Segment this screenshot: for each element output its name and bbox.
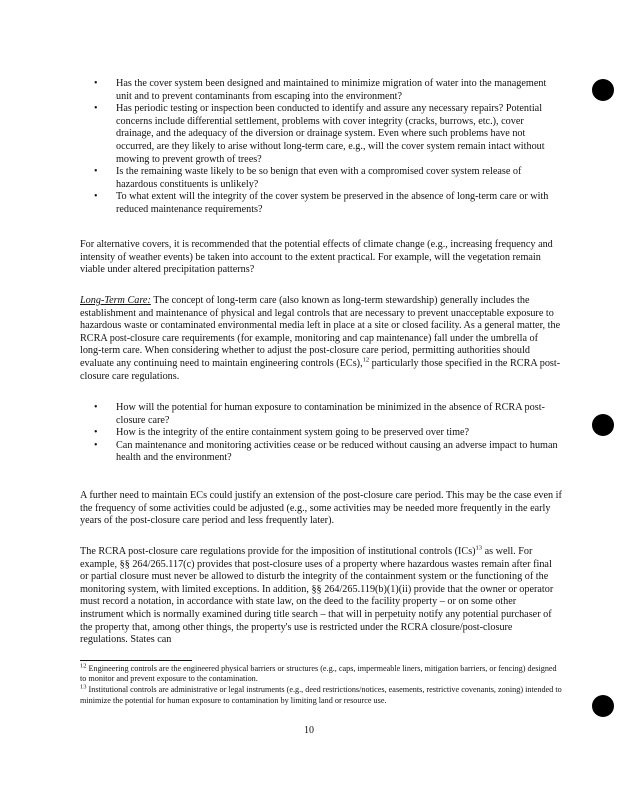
footnote xyxy=(80,685,565,705)
ics-start: The RCRA post-closure care regulations provide for the imposition of institutional controls (ICs) xyxy=(80,546,476,557)
footnote-text: Institutional controls are administrative or legal instruments (e.g., deed restrictions/notices, easements, restrictive covenants, zoning) intended to minimize the potential for human exposure to contamination by limiting land or resource use. xyxy=(80,685,562,705)
footnote-number: 12 xyxy=(80,662,87,670)
list-item: • Has the cover system been designed and maintained to minimize migration of water into the management unit and to prevent contaminants from escaping into the environment? xyxy=(92,78,562,103)
engineering-controls-paragraph: A further need to maintain ECs could justify an extension of the post-closure care period. This may be the case even if the frequency of some activities could be adjusted (e.g., some activities may be needed more frequently in the early years of the post-closure care period and less frequently later). xyxy=(80,490,562,527)
list-item: • How is the integrity of the entire containment system going to be preserved over time? xyxy=(92,427,562,440)
long-term-care-paragraph xyxy=(80,295,562,383)
alternative-covers-paragraph: For alternative covers, it is recommended that the potential effects of climate change (e.g., increasing frequency and intensity of weather events) be taken into account to the extent practical. For example, will the vegetation remain viable under altered precipitation patterns? xyxy=(80,239,553,276)
footnote xyxy=(80,664,565,684)
footnote-ref-12: 12 xyxy=(362,356,370,364)
cover-system-questions xyxy=(92,78,562,217)
long-term-care-heading: Long-Term Care: xyxy=(80,295,151,306)
page-number: 10 xyxy=(304,725,314,736)
institutional-controls-paragraph xyxy=(80,546,562,647)
footnote-divider xyxy=(80,660,192,661)
ics-rest: as well. For example, §§ 264/265.117(c) provides that post-closure uses of a property where hazardous wastes remain after final or partial closure must never be allowed to disturb the integrity of the containment system or the functioning of the monitoring system, with limited exceptions. In addition, §§ 264/265.119(b)(1)(ii) provide that the owner or operator must record a notation, in accordance with state law, on the deed to the facility property – or on some other instrument which is normally examined during title search – that will in perpetuity notify any potential purchaser of the property that, among other things, the property's use is restricted under the RCRA closure/post-closure regulations. States can xyxy=(80,546,554,646)
footnote-ref-13: 13 xyxy=(475,544,483,552)
list-item: • Can maintenance and monitoring activities cease or be reduced without causing an adverse impact to human health and the environment? xyxy=(92,440,562,465)
list-item: • To what extent will the integrity of the cover system be preserved in the absence of long-term care or with reduced maintenance requirements? xyxy=(92,191,562,216)
post-closure-questions xyxy=(92,402,562,465)
list-item: • Is the remaining waste likely to be so benign that even with a compromised cover system release of hazardous constituents is unlikely? xyxy=(92,166,562,191)
binder-hole xyxy=(592,79,614,101)
binder-hole xyxy=(592,695,614,717)
binder-hole xyxy=(592,414,614,436)
list-item: • How will the potential for human exposure to contamination be minimized in the absence of RCRA post-closure care? xyxy=(92,402,562,427)
footnote-text: Engineering controls are the engineered physical barriers or structures (e.g., caps, impermeable liners, mitigation barriers, or fencing) designed to monitor and prevent exposure to the contamination. xyxy=(80,664,557,684)
long-term-care-body: The concept of long-term care (also known as long-term stewardship) generally includes the establishment and maintenance of physical and legal controls that are necessary to prevent unacceptable exposure to hazardous waste or contaminated environmental media left in place at a site or closed facility. As a general matter, the RCRA post-closure care requirements (for example, monitoring and cap maintenance) fall under the umbrella of long-term care. When considering whether to adjust the post-closure care period, permitting authorities should evaluate any continuing need to maintain engineering controls (ECs), xyxy=(80,295,561,369)
footnote-number: 13 xyxy=(80,683,87,691)
footnotes xyxy=(80,664,565,707)
list-item: • Has periodic testing or inspection been conducted to identify and assure any necessary repairs? Potential concerns include differential settlement, problems with cover integrity (cracks, burrows, etc.), cover drainage, and the adequacy of the diversion or drainage system. Even where such problems have not occurred, are they likely to arise without long-term care, e.g., will the cover system remain intact without mowing to prevent growth of trees? xyxy=(92,103,562,166)
long-term-care-tail: particularly those specified in the RCRA post-closure care regulations. xyxy=(80,357,561,382)
